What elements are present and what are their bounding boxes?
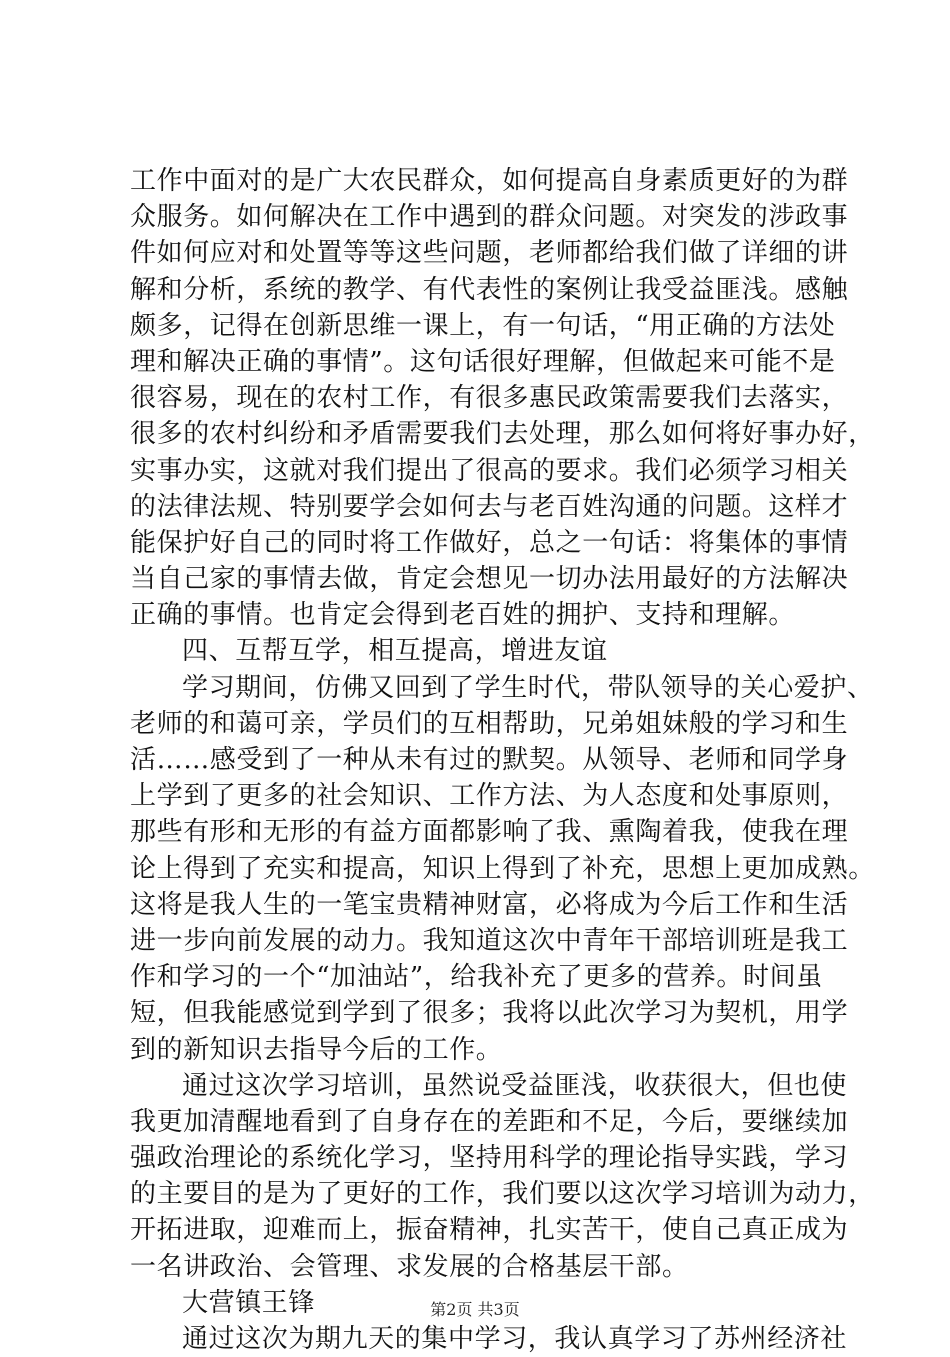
text-line: 解和分析，系统的教学、有代表性的案例让我受益匪浅。感触: [130, 274, 849, 305]
text-line: 件如何应对和处置等等这些问题，老师都给我们做了详细的讲: [130, 238, 849, 269]
text-line: 很容易，现在的农村工作，有很多惠民政策需要我们去落实，: [130, 383, 849, 414]
text-line: 的主要目的是为了更好的工作，我们要以这次学习培训为动力，: [130, 1179, 875, 1210]
text-line: 论上得到了充实和提高，知识上得到了补充，思想上更加成熟。: [130, 853, 875, 884]
text-line: 开拓进取，迎难而上，振奋精神，扎实苦干，使自己真正成为: [130, 1215, 849, 1246]
page-footer: 第2页 共3页: [430, 1300, 520, 1319]
text-line: 活……感受到了一种从未有过的默契。从领导、老师和同学身: [130, 745, 849, 775]
text-line: 到的新知识去指导今后的工作。: [130, 1034, 503, 1065]
text-line: 能保护好自己的同时将工作做好，总之一句话：将集体的事情: [130, 527, 849, 558]
text-line: 理和解决正确的事情”。这句话很好理解，但做起来可能不是: [130, 346, 836, 377]
text-line: 实事办实，这就对我们提出了很高的要求。我们必须学习相关: [130, 455, 849, 486]
text-line: 作和学习的一个“加油站”，给我补充了更多的营养。时间虽: [130, 962, 823, 993]
text-line: 进一步向前发展的动力。我知道这次中青年干部培训班是我工: [130, 925, 849, 956]
text-line: 的法律法规、特别要学会如何去与老百姓沟通的问题。这样才: [130, 491, 849, 522]
text-line: 我更加清醒地看到了自身存在的差距和不足，今后，要继续加: [130, 1106, 849, 1137]
text-line: 众服务。如何解决在工作中遇到的群众问题。对突发的涉政事: [130, 202, 849, 233]
author-name: 大营镇王锋: [182, 1287, 316, 1318]
text-line: 短，但我能感觉到学到了很多；我将以此次学习为契机，用学: [130, 998, 849, 1029]
text-line: 当自己家的事情去做，肯定会想见一切办法用最好的方法解决: [130, 564, 849, 595]
text-line: 颇多，记得在创新思维一课上，有一句话，“用正确的方法处: [130, 310, 836, 341]
text-line: 那些有形和无形的有益方面都影响了我、熏陶着我，使我在理: [130, 817, 849, 848]
text-line: 这将是我人生的一笔宝贵精神财富，必将成为今后工作和生活: [130, 889, 849, 920]
section-heading: 四、互帮互学，相互提高，增进友谊: [182, 636, 608, 667]
text-line: 通过这次为期九天的集中学习，我认真学习了苏州经济社: [182, 1324, 848, 1354]
text-line: 通过这次学习培训，虽然说受益匪浅，收获很大，但也使: [182, 1070, 848, 1101]
text-line: 强政治理论的系统化学习，坚持用科学的理论指导实践，学习: [130, 1143, 849, 1174]
text-line: 一名讲政治、会管理、求发展的合格基层干部。: [130, 1251, 689, 1282]
text-line: 上学到了更多的社会知识、工作方法、为人态度和处事原则，: [130, 781, 849, 812]
text-line: 老师的和蔼可亲，学员们的互相帮助，兄弟姐妹般的学习和生: [130, 708, 849, 739]
body-text: [130, 163, 875, 1357]
text-line: 学习期间，仿佛又回到了学生时代，带队领导的关心爱护、: [182, 672, 874, 703]
text-line: 正确的事情。也肯定会得到老百姓的拥护、支持和理解。: [130, 600, 796, 631]
text-line: 很多的农村纠纷和矛盾需要我们去处理，那么如何将好事办好，: [130, 419, 875, 450]
text-line: 工作中面对的是广大农民群众，如何提高自身素质更好的为群: [130, 166, 849, 196]
